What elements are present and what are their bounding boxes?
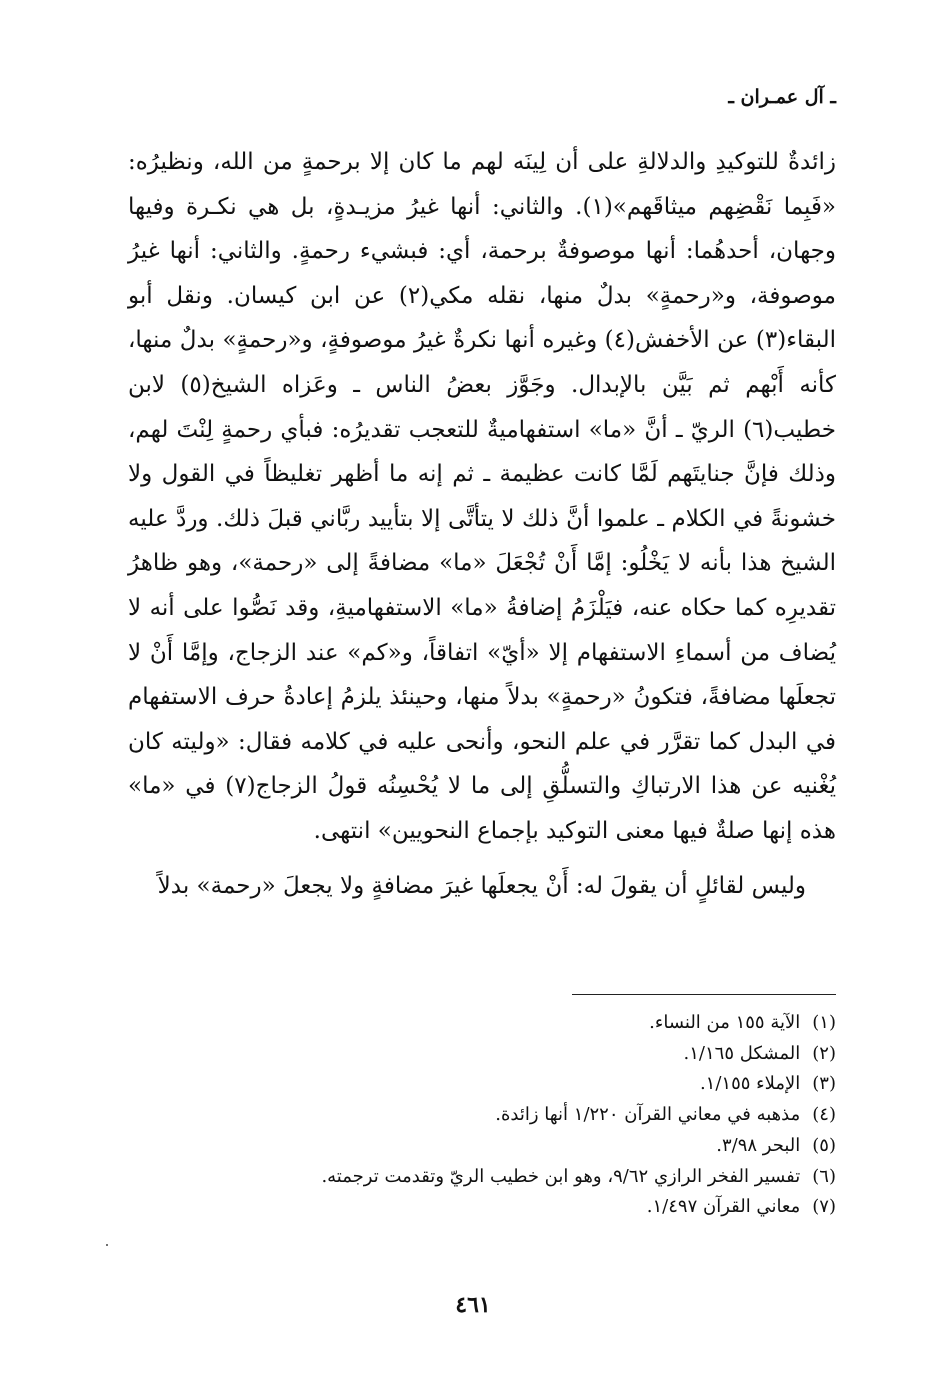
running-header: ـ آل عمـران ـ — [728, 86, 836, 108]
footnote-text: تفسير الفخر الرازي ٩/٦٢، وهو ابن خطيب الريّ وتقدمت ترجمته. — [321, 1165, 801, 1187]
footnote-number: (٣) — [812, 1073, 836, 1095]
footnote-item — [128, 1008, 836, 1039]
footnote-number: (٦) — [812, 1165, 836, 1187]
footnote-item — [128, 1100, 836, 1131]
footnote-text: المشكل ١/١٦٥. — [683, 1042, 801, 1064]
footnote-item — [128, 1162, 836, 1193]
footnote-text: الإملاء ١/١٥٥. — [699, 1073, 801, 1095]
footnote-text: البحر ٣/٩٨. — [716, 1134, 801, 1156]
footnotes-list — [128, 1008, 836, 1223]
footnote-number: (٤) — [812, 1104, 836, 1126]
footnote-text: مذهبه في معاني القرآن ١/٢٢٠ أنها زائدة. — [495, 1104, 801, 1126]
footnote-number: (٢) — [812, 1042, 836, 1064]
footnote-separator — [572, 994, 836, 995]
paragraph-2: وليس لقائلٍ أن يقولَ له: أَنْ يجعلَها غيرَ مضافةٍ ولا يجعلَ «رحمة» بدلاً — [157, 872, 806, 899]
footnote-item — [128, 1192, 836, 1223]
footnote-item — [128, 1039, 836, 1070]
footnote-number: (٥) — [812, 1134, 836, 1156]
paragraph-1: زائدةٌ للتوكيدِ والدلالةِ على أن لِينَه لهم ما كان إلا برحمةٍ من الله، ونظيرُه: «فَبِما نَقْضِهم ميثاقَهم»(١). والثاني: أنها غيرُ مزيـدةٍ، بل هي نكـرة وفيها وجهان، أحدهُما: أنها موصوفةٌ برحمة، أي: فبشيء رحمةٍ. والثاني: أنها غيرُ موصوفة، و«رحمةٍ» بدلٌ منها، نقله مكي(٢) عن ابن كيسان. ونقل أبو البقاء(٣) عن الأخفش(٤) وغيره أنها نكرةٌ غيرُ موصوفةٍ، و«رحمةٍ» بدلٌ منها، كأنه أَبْهم ثم بَيَّن بالإبدال. وجَوَّز بعضُ الناس ـ وعَزاه الشيخ(٥) لابن خطيب(٦) الريّ ـ أنَّ «ما» استفهاميةٌ للتعجب تقديرُه: فبأي رحمةٍ لِنْتَ لهم، وذلك فإنَّ جنايتَهم لَمَّا كانت عظيمة ـ ثم إنه ما أظهر تغليظاً في القول ولا خشونةً في الكلام ـ علموا أنَّ ذلك لا يتأتَّى إلا بتأييد ربَّاني قبلَ ذلك. وردَّ عليه الشيخ هذا بأنه لا يَخْلُو: إمَّا أَنْ تُجْعَلَ «ما» مضافةً إلى «رحمة»، وهو ظاهرُ تقديرِه كما حكاه عنه، فيَلْزَمُ إضافةُ «ما» الاستفهاميةِ، وقد نَصُّوا على أنه لا يُضاف من أسماءِ الاستفهام إلا «أيّ» اتفاقاً، و«كم» عند الزجاج، وإمَّا أَنْ لا تجعلَها مضافةً، فتكونُ «رحمةٍ» بدلاً منها، وحينئذ يلزمُ إعادةُ حرف الاستفهام في البدل كما تقرَّر في علم النحو، وأنحى عليه في كلامه فقال: «وليته كان يُغْنيه عن هذا الارتباكِ والتسلُّقِ إلى ما لا يُحْسِنُه قولُ الزجاج(٧) في «ما» هذه إنها صلةٌ فيها معنى التوكيد بإجماع النحويين» انتهى. — [128, 149, 837, 844]
footnote-text: معاني القرآن ١/٤٩٧. — [646, 1196, 801, 1218]
scan-speck — [106, 1244, 108, 1246]
page-number: ٤٦١ — [455, 1292, 491, 1318]
footnote-number: (٧) — [812, 1196, 836, 1218]
footnote-item — [128, 1069, 836, 1100]
footnote-item — [128, 1131, 836, 1162]
main-text — [128, 140, 836, 908]
footnote-number: (١) — [812, 1012, 836, 1033]
footnote-text: الآية ١٥٥ من النساء. — [649, 1012, 801, 1033]
